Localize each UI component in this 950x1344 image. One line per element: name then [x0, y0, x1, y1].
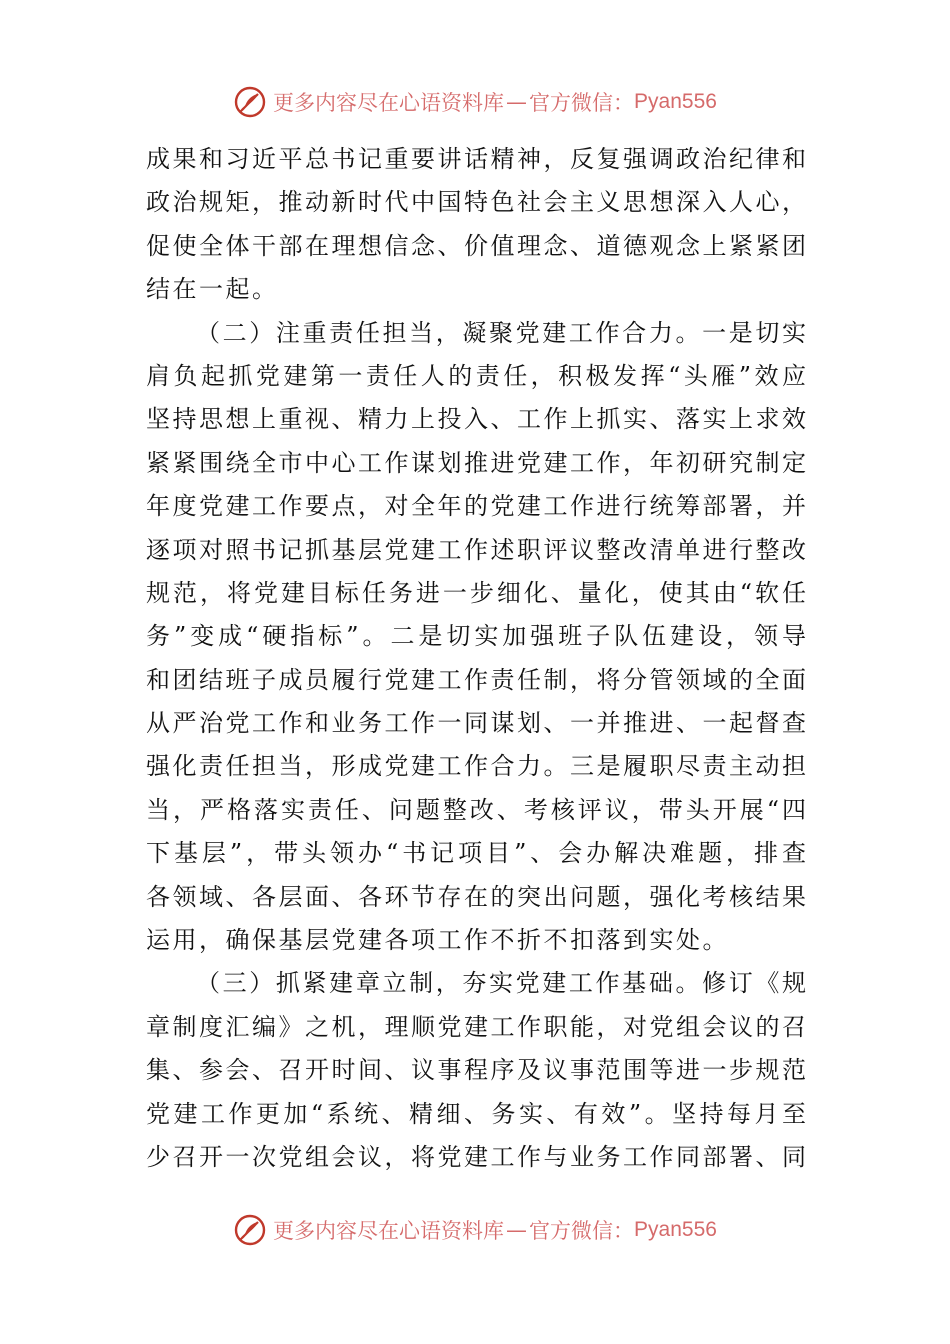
text-line: 集、参会、召开时间、议事程序及议事范围等进一步规范: [146, 1056, 806, 1085]
text-line: 成果和习近平总书记重要讲话精神，反复强调政治纪律和: [146, 145, 806, 173]
document-body: [146, 138, 806, 1179]
text-line: 逐项对照书记抓基层党建工作述职评议整改清单进行整改: [146, 535, 806, 564]
watermark-text: 更多内容尽在心语资料库: [273, 91, 505, 115]
header-watermark: [0, 82, 950, 122]
text-line: 当，严格落实责任、问题整改、考核评议，带头开展“四: [146, 795, 806, 824]
section-heading-line: （三）抓紧建章立制，夯实党建工作基础。修订《规: [196, 969, 806, 998]
watermark-label: 官方微信：: [529, 1219, 635, 1243]
text-line: 运用，确保基层党建各项工作不折不扣落到实处。: [146, 926, 729, 955]
text-line: 年度党建工作要点，对全年的党建工作进行统筹部署，并: [146, 492, 806, 521]
text-line: 务”变成“硬指标”。二是切实加强班子队伍建设，领导: [146, 622, 806, 651]
watermark-separator: —: [506, 90, 528, 114]
watermark-text: 更多内容尽在心语资料库: [273, 1219, 505, 1243]
quill-logo-icon: [233, 85, 267, 119]
text-line: 强化责任担当，形成党建工作合力。三是履职尽责主动担: [146, 752, 806, 781]
text-line: 从严治党工作和业务工作一同谋划、一并推进、一起督查: [146, 709, 806, 738]
text-line: 坚持思想上重视、精力上投入、工作上抓实、落实上求效: [146, 405, 806, 434]
footer-watermark: [0, 1210, 950, 1250]
text-line: 各领域、各层面、各环节存在的突出问题，强化考核结果: [146, 882, 806, 911]
text-line: 肩负起抓党建第一责任人的责任，积极发挥“头雁”效应: [146, 361, 806, 390]
watermark-label: 官方微信：: [529, 91, 635, 115]
text-line: 紧紧围绕全市中心工作谋划推进党建工作，年初研究制定: [146, 448, 806, 477]
text-line: 结在一起。: [146, 275, 279, 304]
text-line: 政治规矩，推动新时代中国特色社会主义思想深入人心，: [146, 188, 806, 217]
text-line: 章制度汇编》之机，理顺党建工作职能，对党组会议的召: [146, 1012, 806, 1041]
section-heading-line: （二）注重责任担当，凝聚党建工作合力。一是切实: [196, 318, 806, 347]
text-line: 下基层”，带头领办“书记项目”、会办解决难题，排查: [146, 839, 806, 868]
text-line: 少召开一次党组会议，将党建工作与业务工作同部署、同: [146, 1142, 806, 1171]
text-line: 规范，将党建目标任务进一步细化、量化，使其由“软任: [146, 578, 806, 607]
quill-logo-icon: [233, 1213, 267, 1247]
text-line: 促使全体干部在理想信念、价值理念、道德观念上紧紧团: [146, 231, 806, 260]
text-line: 党建工作更加“系统、精细、务实、有效”。坚持每月至: [146, 1099, 806, 1128]
watermark-separator: —: [506, 1218, 528, 1242]
watermark-wechat-id: Pyan556: [634, 1218, 717, 1241]
text-line: 和团结班子成员履行党建工作责任制，将分管领域的全面: [146, 665, 806, 694]
watermark-wechat-id: Pyan556: [634, 90, 717, 113]
